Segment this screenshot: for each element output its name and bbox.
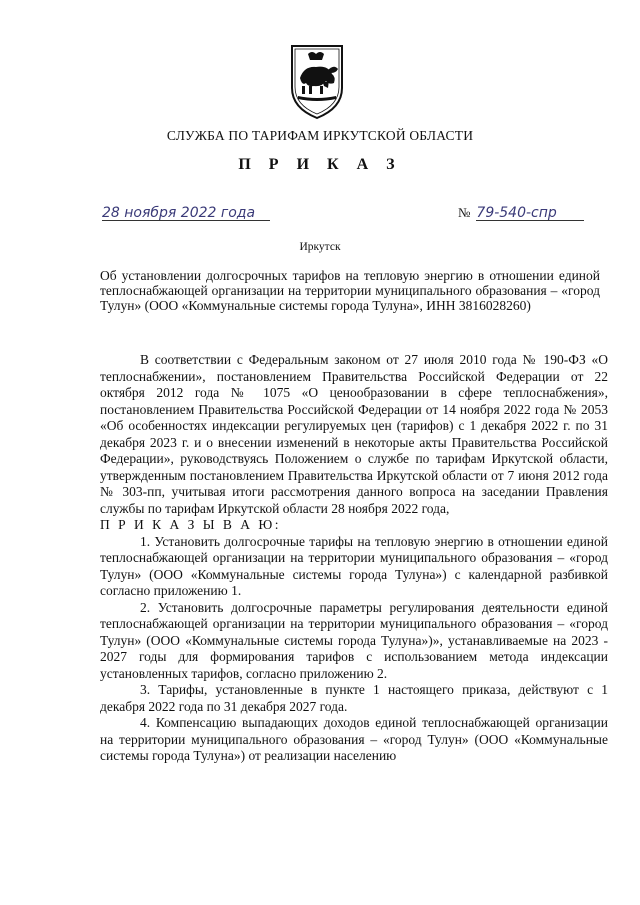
irkutsk-coat-of-arms-icon — [282, 40, 352, 122]
agency-name: СЛУЖБА ПО ТАРИФАМ ИРКУТСКОЙ ОБЛАСТИ — [166, 128, 474, 143]
order-item-4: 4. Компенсацию выпадающих доходов единой теплоснабжающей организации на территории муниципального образования – «город Тулун» (ООО «Коммунальные системы города Тулуна») от реализации населению — [100, 715, 608, 763]
order-body — [100, 352, 608, 765]
order-number — [458, 204, 584, 222]
preamble-paragraph: В соответствии с Федеральным законом от 27 июля 2010 года № 190-ФЗ «О теплоснабжении», постановлением Правительства Российской Федерации от 22 октября 2012 года № 1075 «О ценообразовании в сфере теплоснабжения», постановлением Правительства Российской Федерации от 14 ноября 2022 года № 2053 «Об особенностях индексации регулируемых цен (тарифов) с 1 декабря 2022 г. по 31 декабря 2023 г. и о внесении изменений в некоторые акты Правительства Российской Федерации», руководствуясь Положением о службе по тарифам Иркутской области, утвержденным постановлением Правительства Иркутской области от 7 июня 2012 года № 303-пп, учитывая итоги рассмотрения данного вопроса на заседании Правления службы по тарифам Иркутской области 28 ноября 2022 года, — [100, 352, 608, 516]
document-type-title: П Р И К А З — [238, 156, 402, 173]
date-underline — [102, 220, 270, 221]
number-underline — [476, 220, 584, 221]
order-subject: Об установлении долгосрочных тарифов на тепловую энергию в отношении единой теплоснабжающей организации на территории муниципального образования – «город Тулун» (ООО «Коммунальные системы города Тулуна», ИНН 3816028260) — [100, 268, 600, 313]
handwritten-date: 28 ноября 2022 года — [102, 205, 256, 221]
order-item-3: 3. Тарифы, установленные в пункте 1 настоящего приказа, действуют с 1 декабря 2022 года по 31 декабря 2027 года. — [100, 682, 608, 714]
order-item-1: 1. Установить долгосрочные тарифы на тепловую энергию в отношении единой теплоснабжающей организации на территории муниципального образования – «город Тулун» (ООО «Коммунальные системы города Тулуна») с календарной разбивкой согласно приложению 1. — [100, 533, 608, 598]
order-date — [102, 204, 270, 222]
handwritten-number: 79-540-спр — [476, 205, 557, 221]
city-name: Иркутск — [299, 241, 341, 253]
order-item-2: 2. Установить долгосрочные параметры регулирования деятельности единой теплоснабжающей организации на территории муниципального образования – «город Тулун» (ООО «Коммунальные системы города Тулуна»)», устанавливаемые на 2023 - 2027 годы для формирования тарифов с использованием метода индексации установленных тарифов, согласно приложению 2. — [100, 599, 608, 681]
number-sign: № — [458, 205, 471, 220]
order-directive: П Р И К А З Ы В А Ю: — [100, 517, 282, 532]
